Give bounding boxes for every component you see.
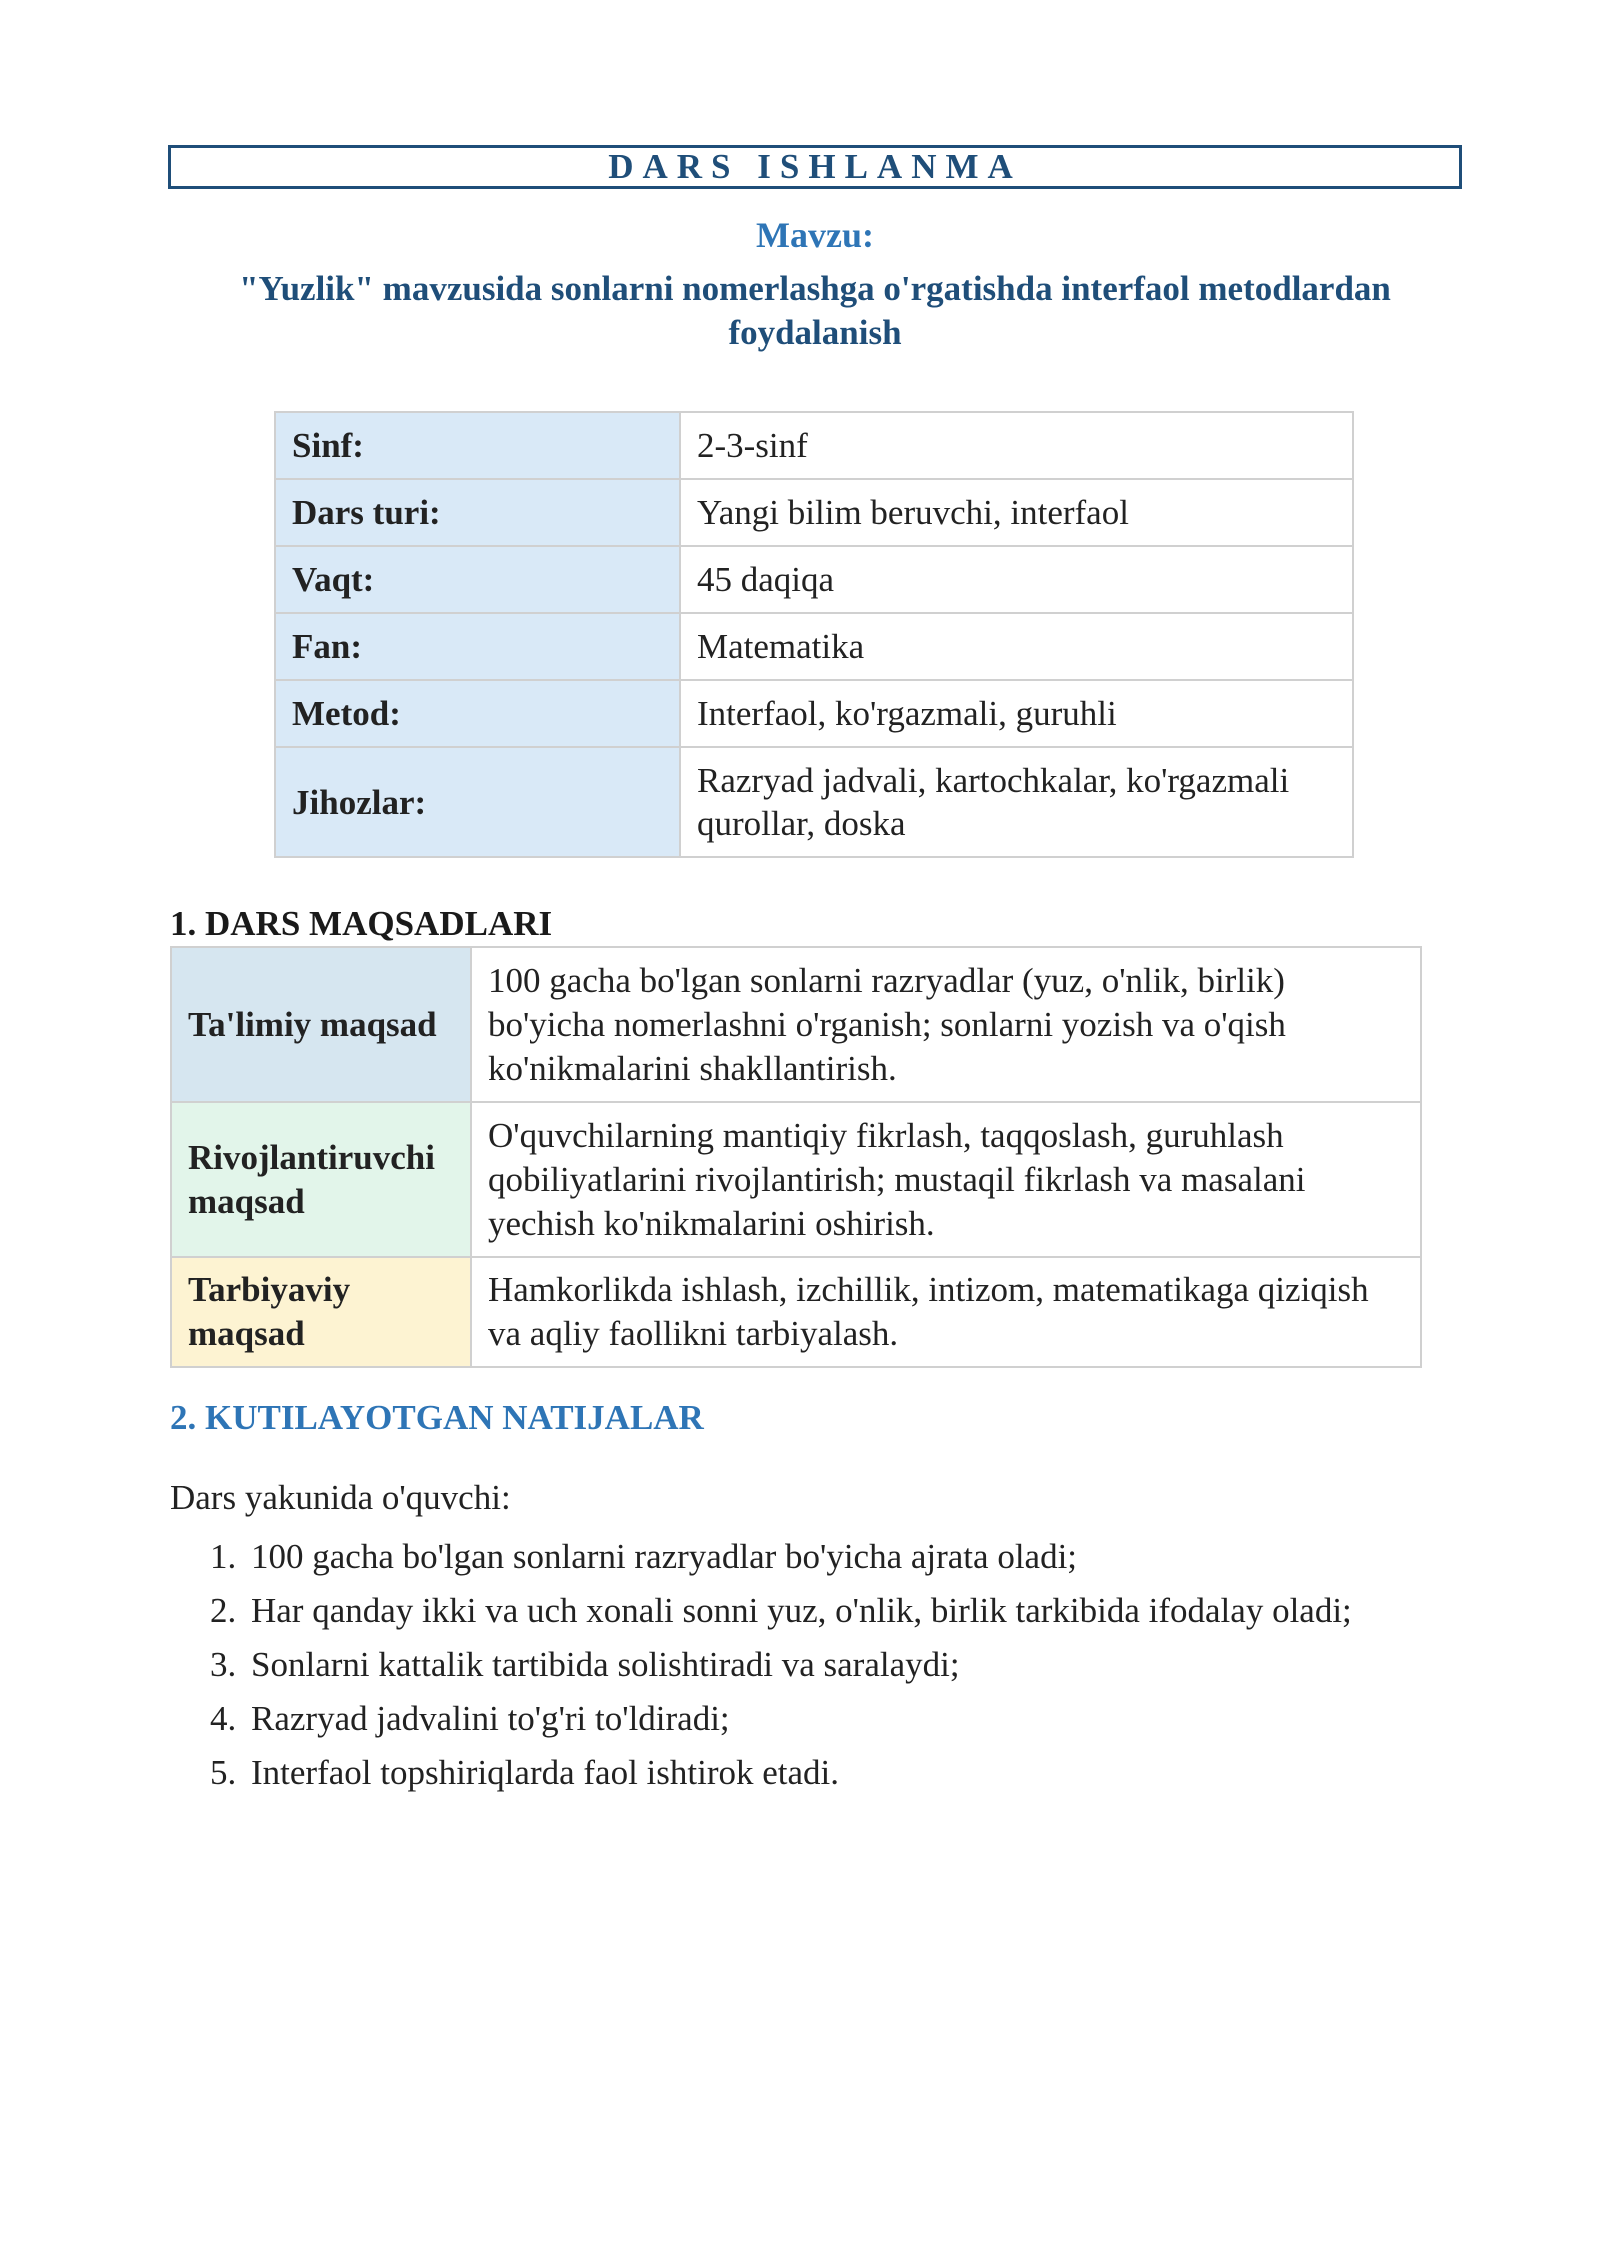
list-item bbox=[210, 1692, 1352, 1746]
list-item-number: 1. bbox=[210, 1537, 237, 1576]
section-2-title: 2. KUTILAYOTGAN NATIJALAR bbox=[170, 1398, 704, 1437]
info-key: Sinf: bbox=[275, 412, 680, 479]
goal-value: Hamkorlikda ishlash, izchillik, intizom, matematikaga qiziqish va aqliy faollikni tarbiyalash. bbox=[471, 1257, 1421, 1367]
info-row-jihozlar bbox=[275, 747, 1353, 857]
info-key: Metod: bbox=[275, 680, 680, 747]
info-value: Razryad jadvali, kartochkalar, ko'rgazmali qurollar, doska bbox=[680, 747, 1353, 857]
lesson-goals-table bbox=[170, 946, 1422, 1368]
list-item-text: Sonlarni kattalik tartibida solishtiradi va saralaydi; bbox=[251, 1645, 960, 1684]
goal-key: Tarbiyaviy maqsad bbox=[171, 1257, 471, 1367]
list-item-text: Interfaol topshiriqlarda faol ishtirok etadi. bbox=[251, 1753, 840, 1792]
info-value: Matematika bbox=[680, 613, 1353, 680]
goal-value: 100 gacha bo'lgan sonlarni razryadlar (yuz, o'nlik, birlik) bo'yicha nomerlashni o'rganish; sonlarni yozish va o'qish ko'nikmalarini shakllantirish. bbox=[471, 947, 1421, 1102]
list-item-number: 2. bbox=[210, 1591, 237, 1630]
document-banner: DARS ISHLANMA bbox=[168, 145, 1462, 189]
info-key: Jihozlar: bbox=[275, 747, 680, 857]
topic-title: "Yuzlik" mavzusida sonlarni nomerlashga o'rgatishda interfaol metodlardan foydalanish bbox=[239, 269, 1391, 352]
goal-row-tarbiyaviy bbox=[171, 1257, 1421, 1367]
list-item-number: 5. bbox=[210, 1753, 237, 1792]
goal-key: Rivojlantiruvchi maqsad bbox=[171, 1102, 471, 1257]
info-row-vaqt bbox=[275, 546, 1353, 613]
info-row-sinf bbox=[275, 412, 1353, 479]
list-item bbox=[210, 1530, 1352, 1584]
goal-key: Ta'limiy maqsad bbox=[171, 947, 471, 1102]
info-key: Vaqt: bbox=[275, 546, 680, 613]
list-item-number: 4. bbox=[210, 1699, 237, 1738]
results-intro: Dars yakunida o'quvchi: bbox=[170, 1478, 511, 1517]
topic-label: Mavzu: bbox=[756, 215, 874, 255]
list-item-text: 100 gacha bo'lgan sonlarni razryadlar bo'yicha ajrata oladi; bbox=[251, 1537, 1078, 1576]
list-item-number: 3. bbox=[210, 1645, 237, 1684]
list-item-text: Har qanday ikki va uch xonali sonni yuz, o'nlik, birlik tarkibida ifodalay oladi; bbox=[251, 1591, 1352, 1630]
expected-results-list bbox=[210, 1530, 1352, 1800]
goal-row-rivojlantiruvchi bbox=[171, 1102, 1421, 1257]
list-item bbox=[210, 1638, 1352, 1692]
info-value: Interfaol, ko'rgazmali, guruhli bbox=[680, 680, 1353, 747]
info-row-dars-turi bbox=[275, 479, 1353, 546]
info-value: 45 daqiqa bbox=[680, 546, 1353, 613]
goal-row-talimiy bbox=[171, 947, 1421, 1102]
section-1-title: 1. DARS MAQSADLARI bbox=[170, 904, 553, 943]
list-item-text: Razryad jadvalini to'g'ri to'ldiradi; bbox=[251, 1699, 730, 1738]
info-row-fan bbox=[275, 613, 1353, 680]
lesson-info-table bbox=[274, 411, 1354, 858]
info-value: Yangi bilim beruvchi, interfaol bbox=[680, 479, 1353, 546]
info-key: Fan: bbox=[275, 613, 680, 680]
info-row-metod bbox=[275, 680, 1353, 747]
list-item bbox=[210, 1746, 1352, 1800]
goal-value: O'quvchilarning mantiqiy fikrlash, taqqoslash, guruhlash qobiliyatlarini rivojlantirish; mustaqil fikrlash va masalani yechish ko'nikmalarini oshirish. bbox=[471, 1102, 1421, 1257]
info-key: Dars turi: bbox=[275, 479, 680, 546]
info-value: 2-3-sinf bbox=[680, 412, 1353, 479]
list-item bbox=[210, 1584, 1352, 1638]
